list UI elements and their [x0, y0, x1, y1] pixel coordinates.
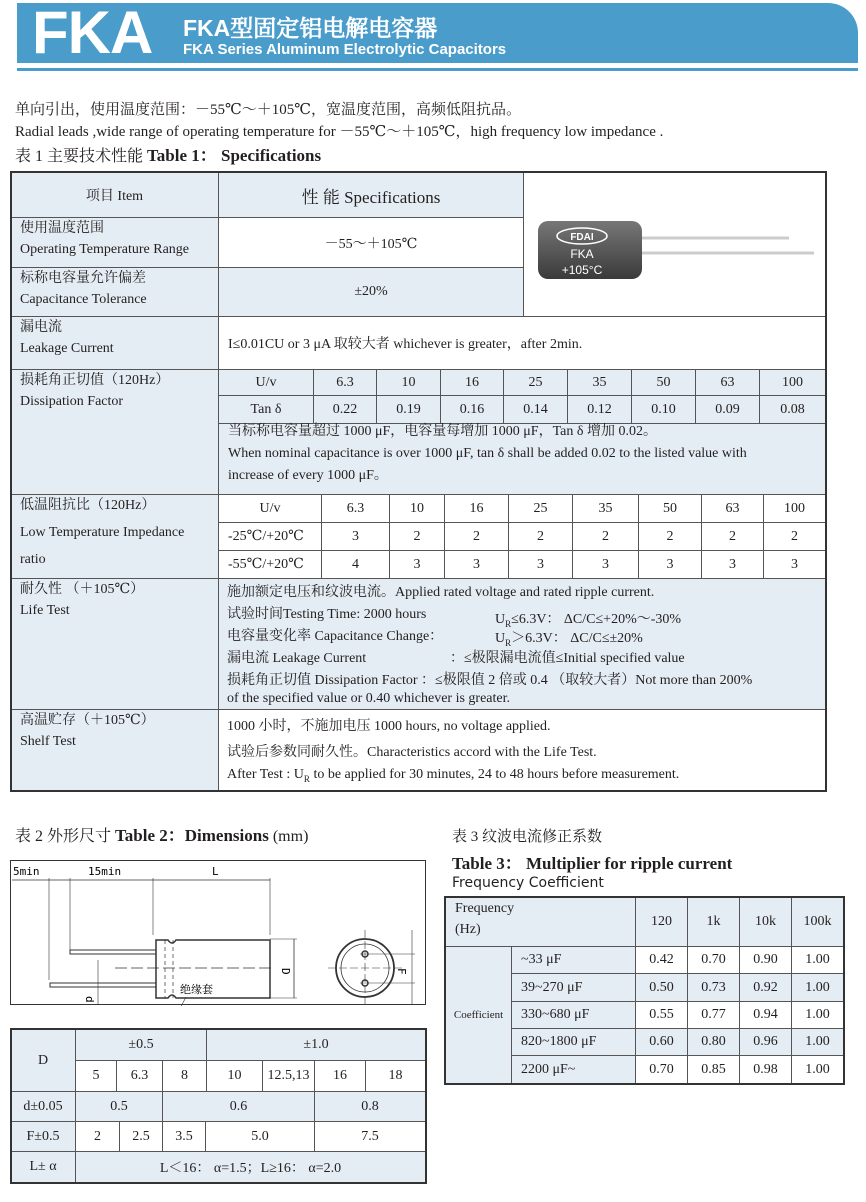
shelf-line: [227, 767, 679, 784]
df-tan-value: 0.14: [503, 395, 568, 424]
table3-caption-en: Table 3： Multiplier for ripple current: [452, 854, 733, 873]
title-en: FKA Series Aluminum Electrolytic Capacitors: [183, 41, 507, 58]
lti-voltage: 50: [638, 494, 702, 523]
lti-voltage: 6.3: [321, 494, 390, 523]
lti-row-label: -25℃/+20℃: [218, 522, 322, 551]
capacitance-range: 820~1800 μF: [511, 1028, 636, 1056]
pitch-value: 2: [75, 1121, 120, 1152]
life-label-line: Life Test: [20, 603, 70, 618]
intro-cn: 单向引出，使用温度范围：－55℃～＋105℃，宽温度范围，高频低阻抗品。: [15, 102, 522, 118]
coefficient-value: 1.00: [791, 1055, 844, 1084]
coefficient-value: 0.90: [739, 946, 792, 974]
shelf-line: 1000 小时，不施加电压 1000 hours, no voltage applied.: [227, 719, 551, 734]
df-tan-value: 0.09: [695, 395, 760, 424]
cap-tol-label-line: Capacitance Tolerance: [20, 292, 147, 307]
capacitance-range: 39~270 μF: [511, 973, 636, 1002]
op-temp-label: [10, 217, 219, 268]
sleeve-label: 绝缘套: [180, 983, 213, 996]
lti-voltage: 16: [444, 494, 509, 523]
life-line: ：≤极限漏电流值≤Initial specified value: [450, 651, 685, 666]
df-voltage: 6.3: [313, 369, 377, 396]
intro-en: Radial leads ,wide range of operating temperature for －55℃～＋105℃，high frequency low impedance .: [15, 124, 664, 140]
coefficient-value: 0.85: [687, 1055, 740, 1084]
length-tolerance-value: L＜16： α=1.5；L≥16： α=2.0: [75, 1151, 426, 1183]
life-line: of the specified value or 0.40 whichever is greater.: [227, 691, 511, 706]
life-label: [10, 578, 219, 710]
lti-value: 2: [444, 522, 509, 551]
lti-value: 3: [508, 550, 573, 579]
frequency-value: 120: [635, 897, 688, 947]
lti-voltage-header: U/v: [218, 494, 322, 523]
pitch-value: 2.5: [119, 1121, 163, 1152]
pitch-label: F±0.5: [10, 1121, 76, 1152]
lead-diameter-value: 0.6: [162, 1091, 315, 1122]
title-cn: FKA型固定铝电解电容器: [183, 15, 438, 41]
diameter-label: D: [279, 968, 292, 975]
capacitance-range: 330~680 μF: [511, 1001, 636, 1029]
lead-diameter-value: 0.8: [314, 1091, 426, 1122]
lti-value: 4: [321, 550, 390, 579]
ur-text: ＞6.3V： ΔC/C≤±20%: [511, 631, 643, 646]
df-tan-value: 0.12: [567, 395, 632, 424]
coefficient-value: 0.50: [635, 973, 688, 1002]
df-tan-value: 0.10: [631, 395, 696, 424]
ur-subscript: R: [303, 773, 310, 784]
ur-symbol: U: [495, 631, 506, 646]
lti-label-line: Low Temperature Impedance: [20, 525, 185, 540]
capacitor-temp: +105°C: [561, 263, 603, 277]
coefficient-value: 1.00: [791, 946, 844, 974]
coefficient-value: 0.70: [635, 1055, 688, 1084]
coefficient-value: 0.77: [687, 1001, 740, 1029]
diameter-value: 8: [162, 1060, 207, 1092]
shelf-label-line: 高温贮存（＋105℃）: [20, 713, 155, 728]
diameter-value: 18: [365, 1060, 426, 1092]
df-tan-value: 0.22: [313, 395, 377, 424]
coefficient-value: 1.00: [791, 1001, 844, 1029]
df-voltage: 25: [503, 369, 568, 396]
table2-caption-en: Table 2：Dimensions: [115, 826, 269, 845]
op-temp-label-line: 使用温度范围: [20, 221, 104, 236]
frequency-value: 10k: [739, 897, 792, 947]
life-ur-le: [495, 608, 681, 629]
lti-value: 3: [701, 550, 764, 579]
diameter-value: 10: [206, 1060, 263, 1092]
series-logo: FKA: [32, 0, 153, 66]
diameter-value: 12.5,13: [262, 1060, 315, 1092]
coefficient-value: 1.00: [791, 973, 844, 1002]
capacitor-photo: [524, 173, 824, 315]
lti-voltage: 35: [572, 494, 639, 523]
length-label: L: [212, 865, 219, 878]
df-tan-value: 0.08: [759, 395, 826, 424]
df-tan-value: 0.16: [440, 395, 504, 424]
cap-tol-label: [10, 267, 219, 317]
ur-text: ≤6.3V： ΔC/C≤+20%～-30%: [511, 612, 682, 627]
pitch-value: 5.0: [205, 1121, 315, 1152]
frequency-value: 100k: [791, 897, 844, 947]
table3-caption-cn: 表 3 纹波电流修正系数: [452, 829, 603, 845]
ur-symbol: U: [495, 612, 506, 627]
life-label-line: 耐久性 （＋105℃）: [20, 582, 145, 597]
life-line: 施加额定电压和纹波电流。Applied rated voltage and rated ripple current.: [227, 585, 655, 600]
shelf-label: [10, 709, 219, 791]
df-voltage-header: U/v: [218, 369, 314, 396]
pitch-label: F: [395, 968, 408, 975]
tolerance-1-0: ±1.0: [206, 1029, 426, 1061]
lti-value: 3: [321, 522, 390, 551]
coefficient-label: Coefficient: [445, 946, 512, 1084]
lti-value: 3: [763, 550, 826, 579]
frequency-label-line: Frequency: [455, 901, 515, 916]
ur-subscript: R: [505, 618, 512, 629]
coefficient-value: 0.55: [635, 1001, 688, 1029]
d-label: D: [10, 1029, 76, 1092]
coefficient-value: 0.80: [687, 1028, 740, 1056]
capacitance-range: 2200 μF~: [511, 1055, 636, 1084]
table1-caption-cn: 表 1 主要技术性能: [15, 148, 148, 165]
dimension-diagram: [10, 860, 427, 1006]
df-label: [10, 369, 219, 495]
life-line: 损耗角正切值 Dissipation Factor ：≤极限值 2 倍或 0.4 （取较大者）Not more than 200%: [227, 673, 753, 688]
lti-value: 3: [389, 550, 445, 579]
lti-label: [10, 494, 219, 579]
coefficient-value: 0.42: [635, 946, 688, 974]
df-voltage: 35: [567, 369, 632, 396]
frequency-value: 1k: [687, 897, 740, 947]
shelf-label-line: Shelf Test: [20, 734, 76, 749]
brand-logo: FDAI: [570, 232, 594, 243]
lti-value: 2: [763, 522, 826, 551]
lti-label-line: 低温阻抗比（120Hz）: [20, 498, 156, 513]
op-temp-label-line: Operating Temperature Range: [20, 242, 190, 257]
lead-diameter-value: 0.5: [75, 1091, 163, 1122]
capacitance-range: ~33 μF: [511, 946, 636, 974]
frequency-label-line: (Hz): [455, 922, 481, 937]
lti-value: 2: [701, 522, 764, 551]
coefficient-value: 0.60: [635, 1028, 688, 1056]
df-label-line: 损耗角正切值（120Hz）: [20, 373, 170, 388]
lead-min-label: 5min: [13, 865, 40, 878]
diameter-value: 5: [75, 1060, 117, 1092]
lti-voltage: 25: [508, 494, 573, 523]
leakage-label: [10, 316, 219, 370]
lti-voltage: 10: [389, 494, 445, 523]
diameter-value: 6.3: [116, 1060, 163, 1092]
diameter-value: 16: [314, 1060, 366, 1092]
leakage-label-line: 漏电流: [20, 320, 62, 335]
lti-voltage: 100: [763, 494, 826, 523]
df-note-line: 当标称电容量超过 1000 μF，电容量每增加 1000 μF，Tan δ 增加 0.02。: [228, 424, 657, 439]
table3-subtitle: Frequency Coefficient: [452, 875, 604, 891]
lti-value: 3: [444, 550, 509, 579]
shelf-text: to be applied for 30 minutes, 24 to 48 hours before measurement.: [309, 767, 680, 782]
coefficient-value: 0.70: [687, 946, 740, 974]
df-voltage: 50: [631, 369, 696, 396]
df-note-line: When nominal capacitance is over 1000 μF, tan δ shall be added 0.02 to the listed value with: [228, 446, 747, 461]
cap-tol-label-line: 标称电容量允许偏差: [20, 271, 146, 286]
lti-value: 2: [389, 522, 445, 551]
pitch-value: 7.5: [314, 1121, 426, 1152]
lti-value: 2: [638, 522, 702, 551]
lti-label-line: ratio: [20, 552, 46, 567]
pitch-value: 3.5: [162, 1121, 206, 1152]
tolerance-0-5: ±0.5: [75, 1029, 207, 1061]
leakage-value: I≤0.01CU or 3 μA 取较大者 whichever is greater，after 2min.: [218, 316, 826, 370]
coefficient-value: 0.96: [739, 1028, 792, 1056]
df-tan-header: Tan δ: [218, 395, 314, 424]
df-voltage: 63: [695, 369, 760, 396]
lti-value: 3: [638, 550, 702, 579]
coefficient-value: 0.98: [739, 1055, 792, 1084]
header-item: 项目 Item: [10, 172, 219, 218]
table1-caption-en: Table 1： Specifications: [147, 146, 322, 165]
df-voltage: 16: [440, 369, 504, 396]
lti-voltage: 63: [701, 494, 764, 523]
table2-caption-cn: 表 2 外形尺寸: [15, 828, 116, 845]
life-line: 电容量变化率 Capacitance Change：: [227, 629, 444, 644]
capacitor-model: FKA: [570, 247, 594, 261]
coefficient-value: 1.00: [791, 1028, 844, 1056]
life-ur-gt: [495, 627, 643, 648]
coefficient-value: 0.94: [739, 1001, 792, 1029]
shelf-line: 试验后参数同耐久性。Characteristics accord with the Life Test.: [227, 745, 597, 760]
lti-value: 3: [572, 550, 639, 579]
df-voltage: 10: [376, 369, 441, 396]
lti-row-label: -55℃/+20℃: [218, 550, 322, 579]
lti-value: 2: [572, 522, 639, 551]
shelf-text: After Test : U: [227, 767, 304, 782]
life-line: 试验时间Testing Time: 2000 hours: [227, 607, 427, 622]
lead-length-label: 15min: [88, 865, 122, 878]
leakage-label-line: Leakage Current: [20, 341, 114, 356]
lead-diameter-label: d±0.05: [10, 1091, 76, 1122]
df-note-line: increase of every 1000 μF。: [228, 468, 388, 483]
table2-caption-unit: (mm): [268, 828, 309, 845]
life-line: 漏电流 Leakage Current: [227, 651, 367, 666]
frequency-label: [445, 897, 636, 947]
op-temp-value: －55～＋105℃: [218, 217, 524, 268]
df-note: [218, 423, 826, 495]
df-tan-value: 0.19: [376, 395, 441, 424]
header-specifications: 性 能 Specifications: [218, 172, 524, 218]
coefficient-value: 0.92: [739, 973, 792, 1002]
ur-subscript: R: [505, 637, 512, 648]
df-label-line: Dissipation Factor: [20, 394, 124, 409]
table1-caption: [15, 147, 321, 166]
lead-diameter-label: d: [83, 996, 96, 1003]
header-divider: [17, 68, 858, 71]
lti-value: 2: [508, 522, 573, 551]
length-label: L± α: [10, 1151, 76, 1183]
coefficient-value: 0.73: [687, 973, 740, 1002]
table2-caption: [15, 827, 308, 846]
df-voltage: 100: [759, 369, 826, 396]
cap-tol-value: ±20%: [218, 267, 524, 317]
